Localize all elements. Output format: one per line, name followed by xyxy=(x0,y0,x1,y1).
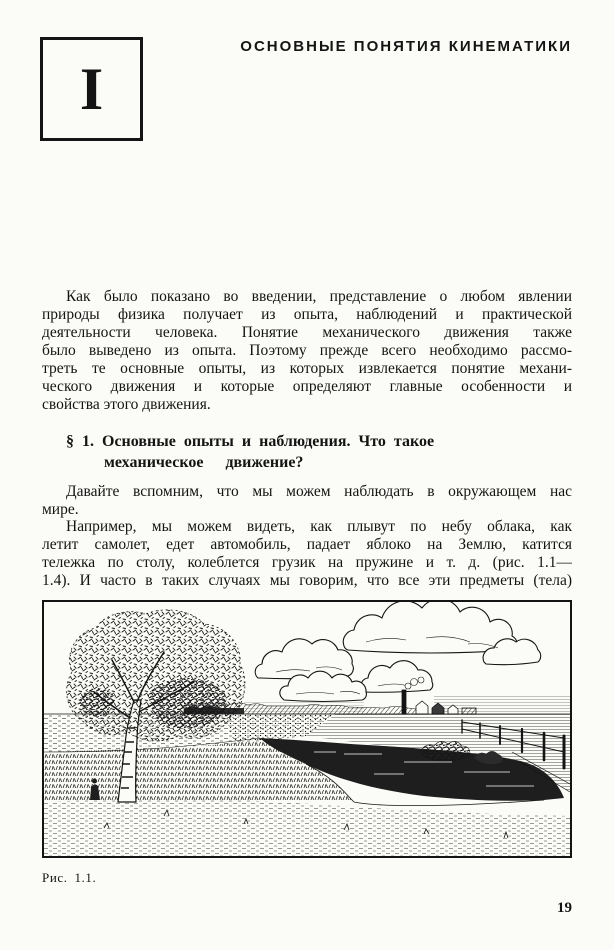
section-heading xyxy=(66,431,434,473)
paragraph-3 xyxy=(42,518,572,590)
text-line: Например, мы можем видеть, как плывут по небу облака, как xyxy=(66,518,572,535)
chapter-number: I xyxy=(79,56,104,122)
chimney xyxy=(402,690,406,714)
text-line: летит самолет, едет автомобиль, падает яблоко на Землю, катится xyxy=(42,536,572,553)
text-line: мире. xyxy=(42,501,79,518)
figure-caption: Рис. 1.1. xyxy=(42,870,97,885)
intro-paragraph xyxy=(42,288,572,414)
section-heading-line: механическое движение? xyxy=(104,454,304,471)
tree-canopy xyxy=(67,610,245,741)
text-line: Давайте вспомним, что мы можем наблюдать в окружающем нас xyxy=(66,483,572,500)
text-line: 1.4). И часто в таких случаях мы говорим, что все эти предметы (тела) xyxy=(42,572,572,589)
figure-1-1 xyxy=(42,600,572,858)
text-line: ческого движения и которые определяют главные особенности и xyxy=(42,378,572,395)
house xyxy=(462,708,476,714)
tree-canopy-shade xyxy=(148,678,227,728)
chapter-number-box xyxy=(40,37,143,141)
text-line: было выведено из опыта. Поэтому прежде всего необходимо рассмо- xyxy=(42,342,572,359)
landscape-illustration xyxy=(44,602,570,856)
text-line: Как было показано во введении, представление о любом явлении xyxy=(66,288,572,305)
section-heading-line: § 1. Основные опыты и наблюдения. Что такое xyxy=(66,433,435,450)
text-line: свойства этого движения. xyxy=(42,396,211,413)
small-figure-head xyxy=(92,779,97,784)
page-number: 19 xyxy=(557,900,572,916)
smoke-puff xyxy=(418,677,424,683)
chapter-title: ОСНОВНЫЕ ПОНЯТИЯ КИНЕМАТИКИ xyxy=(240,38,572,55)
text-line: деятельности человека. Понятие механического движения также xyxy=(42,324,572,341)
paragraph-2 xyxy=(42,483,572,519)
smoke-puff xyxy=(411,679,418,686)
text-line: треть те основные опыты, из которых извлекается понятие механи- xyxy=(42,360,572,377)
smoke-puff xyxy=(405,683,411,689)
text-line: природы физика получает из опыта, наблюдений и практической xyxy=(42,306,572,323)
text-line: тележка по столу, колеблется грузик на пружине и т. д. (рис. 1.1— xyxy=(42,554,572,571)
